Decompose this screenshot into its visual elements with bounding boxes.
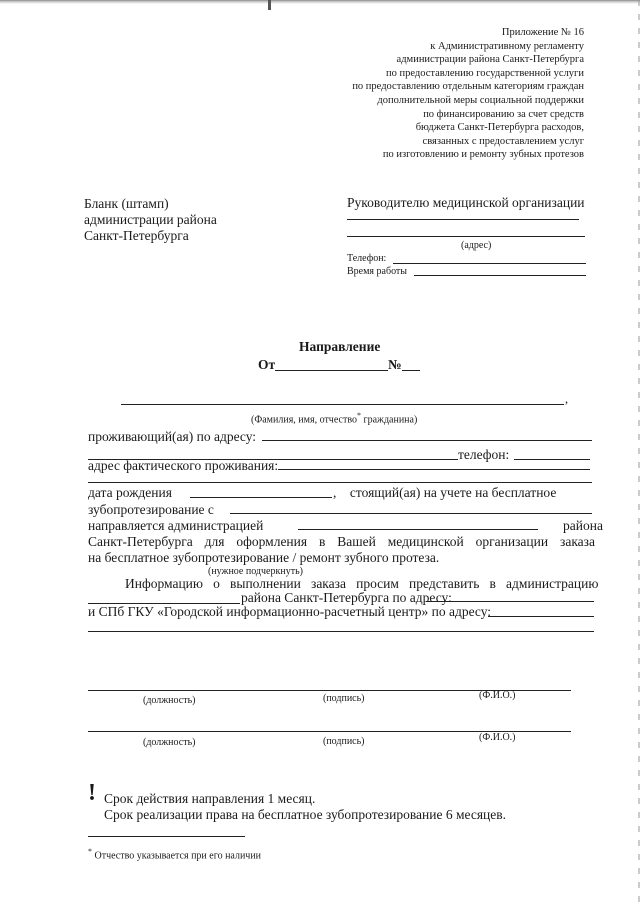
appendix-line: Приложение № 16 (501, 27, 584, 38)
birth-date-line[interactable] (190, 497, 332, 498)
recipient-hours-line[interactable] (414, 275, 586, 276)
appendix-line: администрации района Санкт-Петербурга (396, 54, 584, 66)
info-address-line[interactable] (426, 601, 594, 602)
signature-caption-2: (подпись) (323, 736, 365, 747)
info-line-1: Информацию о выполнении заказа просим представить в администрацию (125, 576, 599, 591)
recipient-title: Руководителю медицинской организации (347, 195, 585, 210)
footnote-mark: * (357, 411, 361, 420)
citizen-name-line[interactable] (121, 404, 564, 405)
document-title: Направление (299, 339, 381, 354)
actual-address-line-2[interactable] (88, 482, 592, 483)
citizen-name-caption (251, 409, 417, 426)
scan-mark (268, 0, 271, 10)
recipient-name-line[interactable] (347, 219, 579, 220)
birth-date-label: дата рождения (88, 485, 172, 500)
signature-caption-1: (подпись) (323, 693, 365, 704)
recipient-phone-line[interactable] (393, 263, 586, 264)
recipient-address-line[interactable] (347, 236, 585, 237)
appendix-block (284, 26, 584, 162)
appendix-line: по предоставлению отдельным категориям граждан (352, 81, 584, 93)
stamp-line: Санкт-Петербурга (84, 228, 189, 243)
citizen-phone-line[interactable] (514, 459, 590, 460)
exclamation-icon: ! (88, 780, 96, 806)
comma: , (565, 392, 569, 406)
registered-label: , стоящий(ая) на учете на бесплатное (333, 485, 557, 500)
scan-top-edge (0, 0, 640, 4)
underline-note: (нужное подчеркнуть) (208, 566, 303, 577)
footnote (88, 845, 261, 862)
appendix-line: по финансированию за счет средств (423, 108, 584, 120)
body-line-5: на бесплатное зубопротезирование / ремонт зубного протеза. (88, 550, 440, 565)
footnote-mark-2: * (88, 847, 92, 856)
footnote-text: Отчество указывается при его наличии (94, 850, 262, 862)
appendix-line: к Административному регламенту (430, 40, 584, 52)
stamp-line: администрации района (84, 212, 217, 227)
gkrc-address-line[interactable] (488, 616, 594, 617)
name-caption-1: (Ф.И.О.) (479, 690, 516, 701)
position-caption-2: (должность) (143, 737, 196, 748)
body-line-4: Санкт-Петербурга для оформления в Вашей медицинской организации заказа (88, 534, 595, 549)
district-label: района (563, 518, 603, 533)
hours-label: Время работы (347, 266, 408, 277)
stamp-line: Бланк (штамп) (84, 196, 169, 211)
validity-note: Срок действия направления 1 месяц. (104, 791, 316, 806)
phone-label: Телефон: (347, 253, 387, 264)
appendix-line: бюджета Санкт-Петербурга расходов, (415, 122, 584, 134)
caption-text-end: гражданина) (363, 414, 418, 426)
caption-text: (Фамилия, имя, отчество (251, 414, 357, 426)
residing-address-line[interactable] (262, 440, 592, 441)
from-label: От (258, 357, 276, 372)
actual-address-label: адрес фактического проживания: (88, 458, 279, 473)
realization-note: Срок реализации права на бесплатное зубопротезирование 6 месяцев. (104, 807, 507, 822)
footnote-separator (88, 836, 245, 837)
info-line-3: и СПб ГКУ «Городской информационно-расчетный центр» по адресу: (88, 604, 492, 619)
date-line[interactable] (275, 370, 388, 371)
info-line-2: района Санкт-Петербурга по адресу: (241, 590, 452, 605)
appendix-line: по изготовлению и ремонту зубных протезов (382, 149, 584, 161)
sent-by-label: направляется администрацией (88, 518, 264, 533)
registered-text: стоящий(ая) на учете на бесплатное (349, 485, 557, 500)
phone-label-2: телефон: (458, 447, 510, 462)
position-caption-1: (должность) (143, 695, 196, 706)
appendix-line: по предоставлению государственной услуги (386, 67, 584, 79)
administration-line[interactable] (298, 529, 538, 530)
residing-label: проживающий(ая) по адресу: (88, 429, 257, 444)
actual-address-line[interactable] (278, 469, 590, 470)
number-line[interactable] (402, 370, 420, 371)
stamp-block (84, 196, 217, 244)
number-label: № (388, 357, 402, 372)
appendix-line: связанных с предоставлением услуг (422, 135, 584, 147)
since-date-line[interactable] (230, 513, 592, 514)
address-caption: (адрес) (461, 240, 492, 251)
appendix-line: дополнительной меры социальной поддержки (377, 94, 584, 106)
prosthetics-since-label: зубопротезирование с (88, 502, 214, 517)
gkrc-address-line-2[interactable] (88, 631, 594, 632)
name-caption-2: (Ф.И.О.) (479, 732, 516, 743)
